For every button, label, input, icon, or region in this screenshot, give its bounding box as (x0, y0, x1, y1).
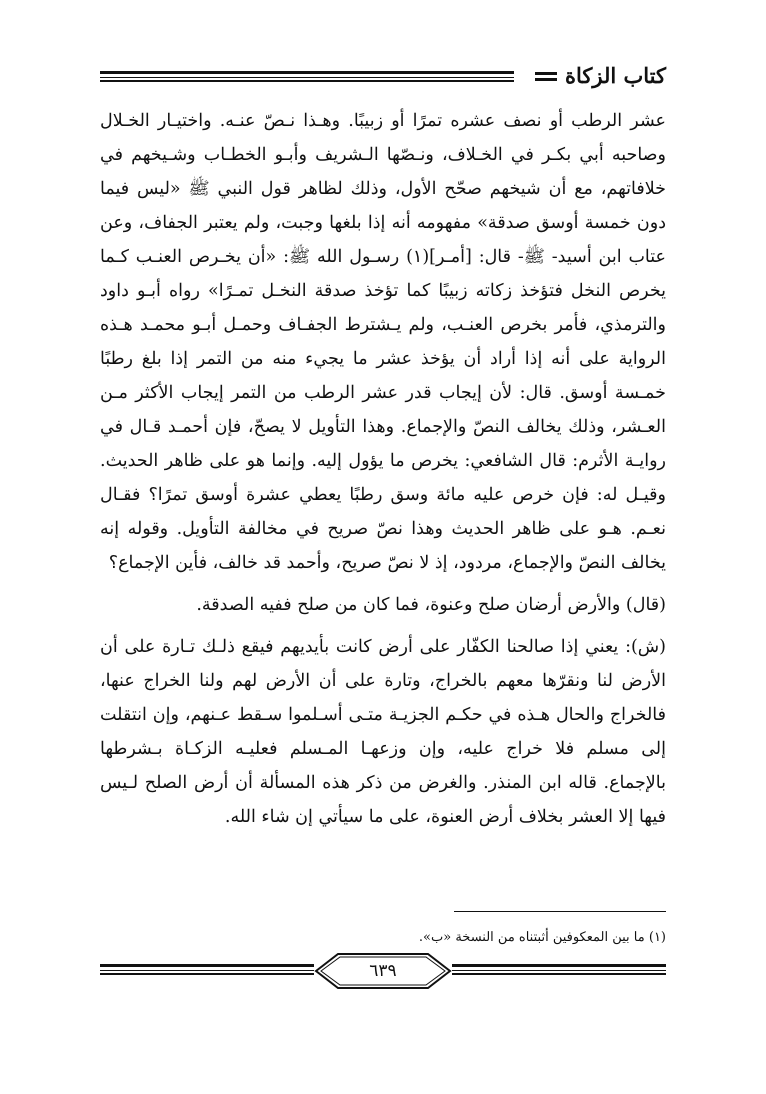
paragraph-3: (ش): يعني إذا صالحنا الكفّار على أرض كانت بأيديهم فيقع ذلـك تـارة على أن الأرض لنا ونقرّها معهم بالخراج، وتارة على أن الأرض لهم ولنا الخراج عنها، فالخراج والحال هـذه في حكـم الجزيـة متـى أسـلموا سـقط عـنهم، وإن انتقلت إلى مسلم فلا خراج عليه، وإن وزعهـا المـسلم فعليـه الزكـاة بـشرطها بالإجماع. قاله ابن المنذر. والغرض من ذكر هذه المسألة أن أرض الصلح لـيس فيها إلا العشر بخلاف أرض العنوة، على ما سيأتي إن شاء الله. (100, 637, 666, 827)
footnote-divider (454, 911, 666, 912)
footer-rule-left (100, 964, 314, 976)
footer-rule-right (452, 964, 666, 976)
page-number-badge (314, 952, 452, 990)
paragraph-2: (قال) والأرض أرضان صلح وعنوة، فما كان من صلح ففيه الصدقة. (196, 595, 666, 615)
paragraph-1: عشر الرطب أو نصف عشره تمرًا أو زبيبًا. وهـذا نـصّ عنـه. واختيـار الخـلال وصاحبه أبي بكـر في الخـلاف، ونـصّها الـشريف وأبـو الخطـاب وشـيخهم في خلافاتهم، مع أن شيخهم صحّح الأول، وذلك لظاهر قول النبي ﷺ «ليس فيما دون خمسة أوسق صدقة» مفهومه أنه إذا بلغها وجبت، ولم يعتبر الجفاف، وعن عتاب ابن أسيد- ﷺ- قال: [أمـر](١) رسـول الله ﷺ: «أن يخـرص العنـب كـما يخرص النخل فتؤخذ زكاته زبيبًا كما تؤخذ صدقة النخـل تمـرًا» رواه أبـو داود والترمذي، فأمر بخرص العنـب، ولم يـشترط الجفـاف وحمـل أبـو محمـد هـذه الرواية على أنه إذا أراد أن يؤخذ عشر ما يجيء منه من التمر إذا بلغ رطبًا خمـسة أوسق. قال: لأن إيجاب قدر عشر الرطب من التمر إيجاب الأكثر مـن العـشر، وذلك يخالف النصّ والإجماع. وهذا التأويل لا يصحّ، فإن أحمـد قـال في روايـة الأثرم: قال الشافعي: يخرص ما يؤول إليه. وإنما هو على ظاهر الحديث. وقيـل له: فإن خرص عليه مائة وسق رطبًا يعطي عشرة أوسق تمرًا؟ فقـال نعـم. هـو على ظاهر الحديث وهذا نصّ صريح في مخالفة التأويل. وقوله إنه يخالف النصّ والإجماع، مردود، إذ لا نصّ صريح، وأحمد قد خالف، فأين الإجماع؟ (100, 111, 666, 573)
running-title-text: كتاب الزكاة (564, 63, 666, 88)
page-footer (100, 952, 666, 992)
footnote: (١) ما بين المعكوفين أثبتناه من النسخة «ب». (418, 930, 666, 945)
main-text (100, 104, 666, 834)
page-header (100, 62, 666, 92)
page-number: ٦٣٩ (369, 961, 397, 981)
header-rule (100, 71, 514, 83)
title-ornament-icon (535, 72, 557, 81)
running-title (535, 62, 666, 90)
